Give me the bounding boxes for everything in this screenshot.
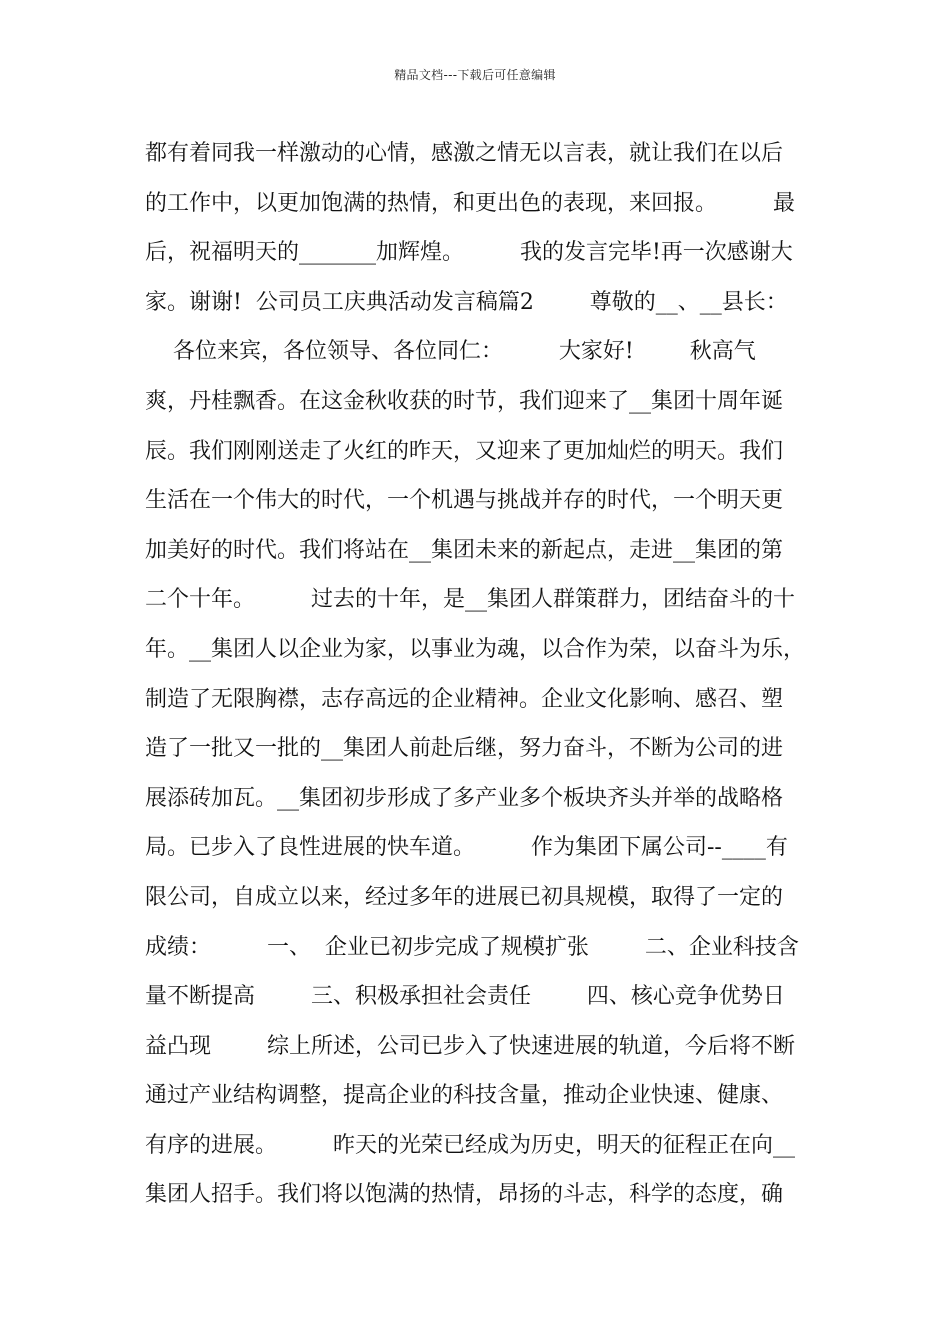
text-line: 造了一批又一批的__集团人前赴后继，努力奋斗，不断为公司的进 — [145, 736, 784, 762]
text-line: 辰。我们刚刚送走了火红的昨天，又迎来了更加灿烂的明天。我们 — [145, 438, 784, 464]
text-line: 局。已步入了良性进展的快车道。 作为集团下属公司--____有 — [145, 835, 788, 861]
text-line: 加美好的时代。我们将站在__集团未来的新起点，走进__集团的第 — [145, 537, 784, 563]
text-line: 通过产业结构调整，提高企业的科技含量，推动企业快速、健康、 — [145, 1083, 784, 1109]
text-line: 集团人招手。我们将以饱满的热情，昂扬的斗志，科学的态度，确 — [145, 1182, 784, 1208]
text-line: 成绩： 一、 企业已初步完成了规模扩张 二、企业科技含 — [145, 934, 799, 960]
text-line: 限公司，自成立以来，经过多年的进展已初具规模，取得了一定的 — [145, 884, 784, 910]
text-line: 都有着同我一样激动的心情，感激之情无以言表，就让我们在以后 — [145, 141, 784, 166]
text-line: 年。__集团人以企业为家，以事业为魂，以合作为荣，以奋斗为乐， — [145, 636, 806, 662]
text-line: 家。谢谢! 公司员工庆典活动发言稿篇2 尊敬的__、__县长： — [145, 289, 788, 315]
text-line: 有序的进展。 昨天的光荣已经成为历史，明天的征程正在向__ — [145, 1132, 795, 1158]
page-header: 精品文档---下载后可任意编辑 — [394, 68, 556, 82]
text-line: 量不断提高 三、积极承担社会责任 四、核心竞争优势日 — [145, 984, 785, 1010]
text-line: 益凸现 综上所述，公司已步入了快速进展的轨道，今后将不断 — [145, 1033, 795, 1059]
text-line: 爽，丹桂飘香。在这金秋收获的时节，我们迎来了__集团十周年诞 — [145, 388, 784, 414]
text-line: 后，祝福明天的_______加辉煌。 我的发言完毕!再一次感谢大 — [145, 240, 793, 266]
text-line: 的工作中，以更加饱满的热情，和更出色的表现，来回报。 最 — [145, 190, 795, 216]
text-line: 展添砖加瓦。__集团初步形成了多产业多个板块齐头并举的战略格 — [145, 785, 784, 811]
text-line: 各位来宾，各位领导、各位同仁： 大家好! 秋高气 — [145, 339, 756, 365]
body-text — [145, 129, 825, 1220]
text-line: 二个十年。 过去的十年，是__集团人群策群力，团结奋斗的十 — [145, 587, 795, 613]
text-line: 生活在一个伟大的时代，一个机遇与挑战并存的时代，一个明天更 — [145, 488, 784, 514]
text-line: 制造了无限胸襟，志存高远的企业精神。企业文化影响、感召、塑 — [145, 686, 784, 712]
